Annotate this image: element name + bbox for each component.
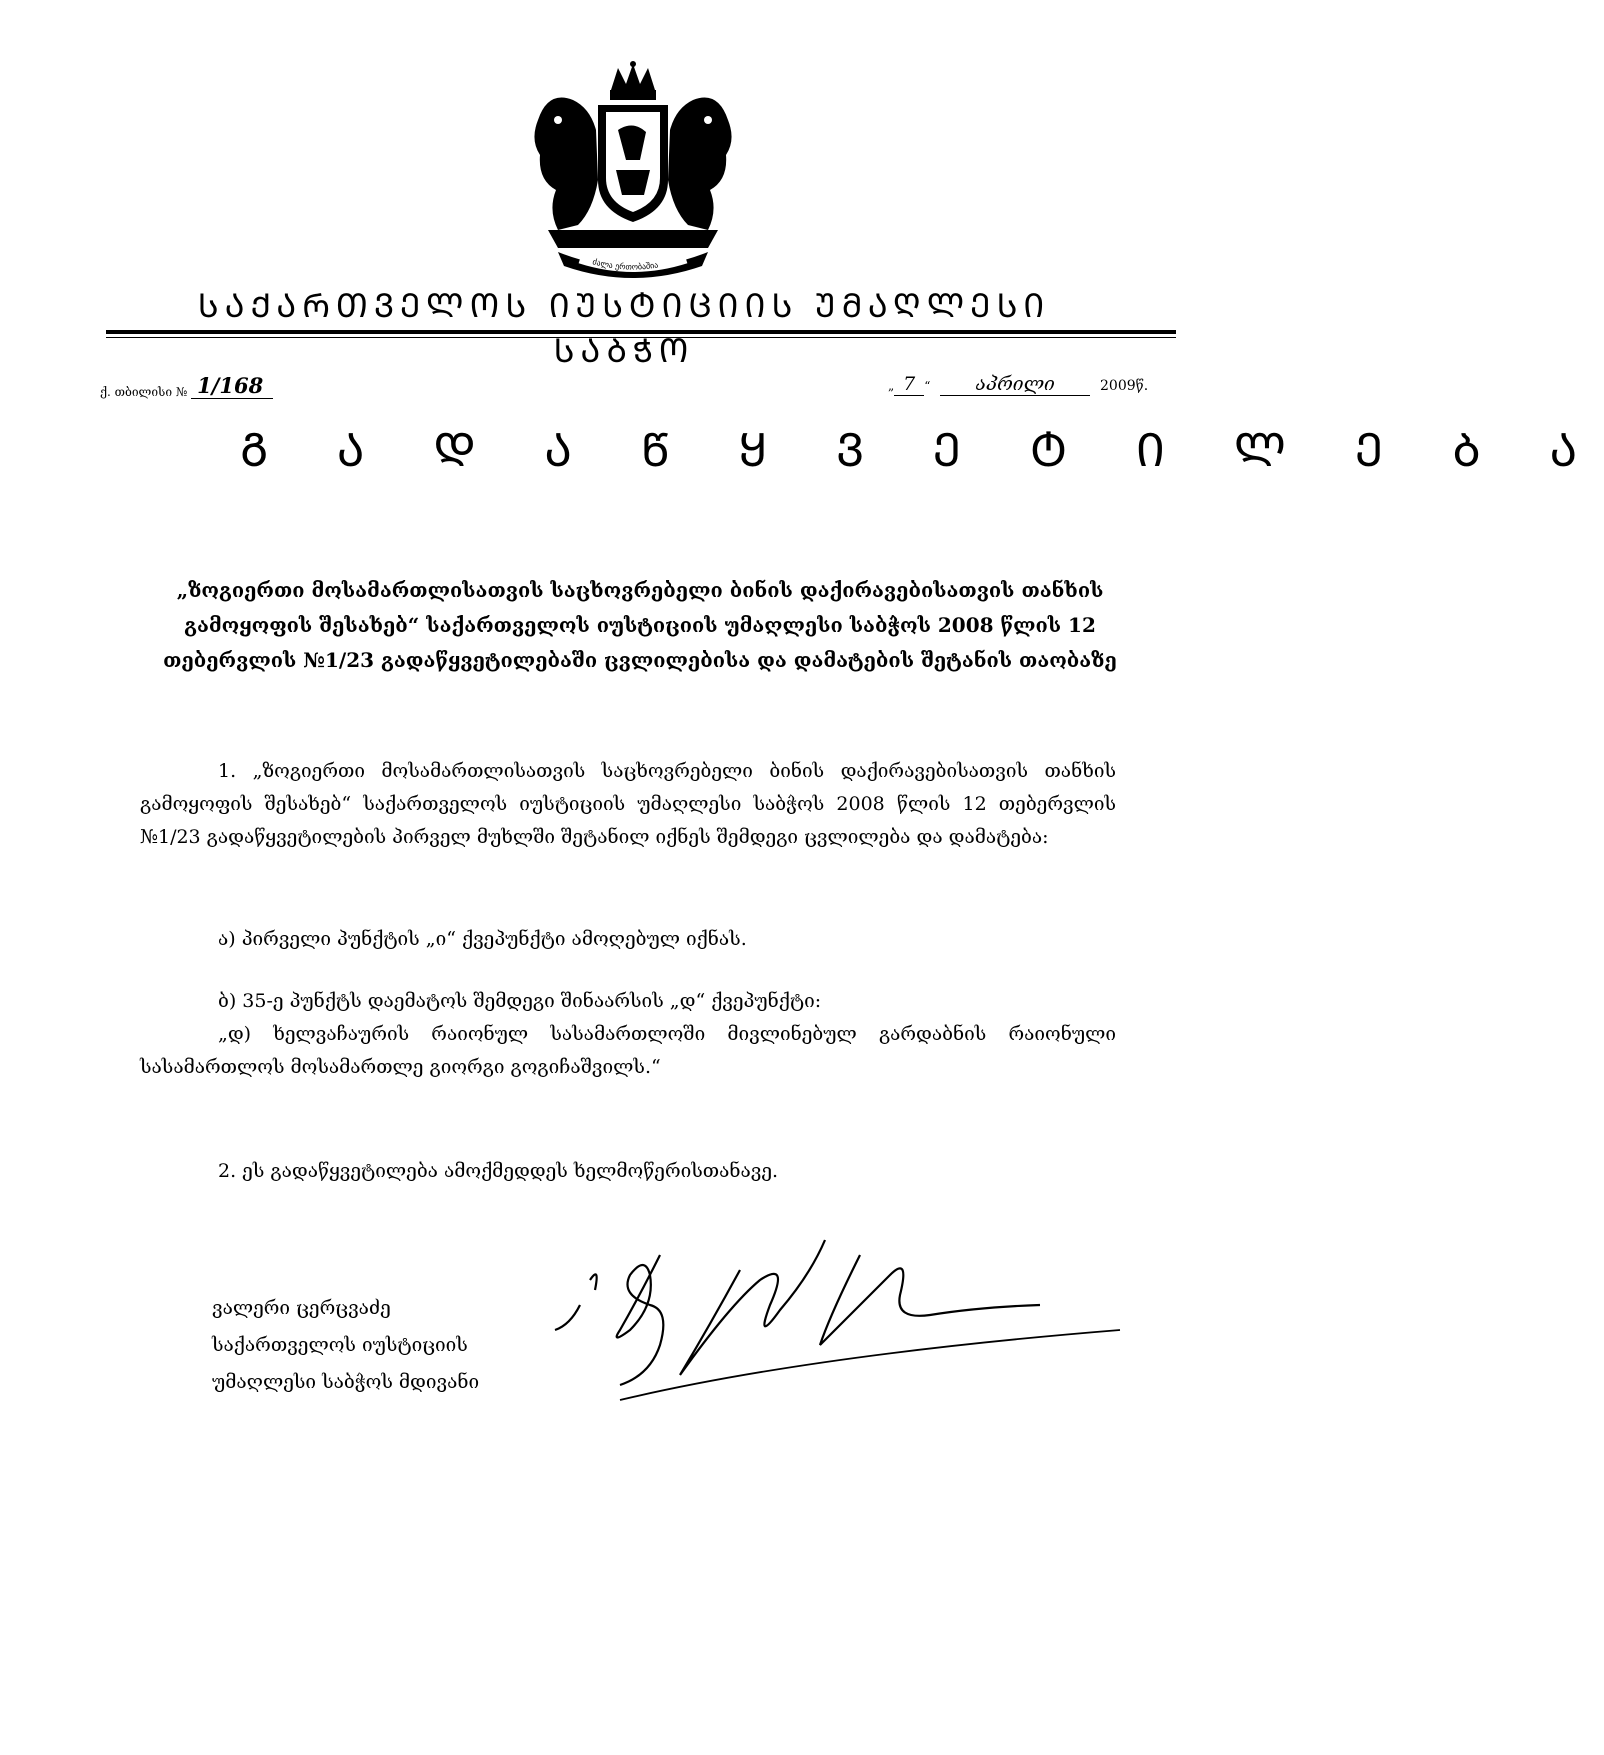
item-a: ა) პირველი პუნქტის „ი“ ქვეპუნქტი ამოღებულ იქნას.: [218, 928, 747, 950]
date-month: აპრილი: [940, 373, 1090, 396]
date-year: 2009წ.: [1100, 378, 1149, 394]
signatory-block: [212, 1290, 479, 1401]
registry-number: 1/168: [191, 373, 273, 399]
header-rule-thin: [106, 337, 1176, 338]
signatory-name: ვალერი ცერცვაძე: [212, 1297, 391, 1319]
date-day: 7: [894, 373, 924, 396]
coat-of-arms-emblem: [518, 60, 748, 282]
item-b-text: „დ) ხელვაჩაურის რაიონულ სასამართლოში მივლინებულ გარდაბნის რაიონული სასამართლოს მოსამართლე გიორგი გოგიჩაშვილს.“: [140, 1023, 1116, 1078]
registry-number-row: [100, 373, 273, 399]
paragraph-2: 2. ეს გადაწყვეტილება ამოქმედდეს ხელმოწერისთანავე.: [218, 1160, 779, 1182]
council-name: ᲡᲐᲥᲐᲠᲗᲕᲔᲚᲝᲡ ᲘᲣᲡᲢᲘᲪᲘᲘᲡ ᲣᲛᲐᲦᲚᲔᲡᲘ ᲡᲐᲑᲭᲝ: [197, 286, 1051, 370]
emblem-motto: ძალა ერთობაშია: [591, 257, 659, 272]
registry-number-label: ქ. თბილისი №: [100, 385, 188, 399]
handwritten-signature: [560, 1235, 1180, 1410]
document-type-heading: Გ Ა Დ Ა Წ Ყ Ვ Ე Ტ Ი Ლ Ე Ბ Ა: [240, 423, 1604, 477]
paragraph-1: 1. „ზოგიერთი მოსამართლისათვის საცხოვრებელი ბინის დაქირავებისათვის თანხის გამოყოფის შესახებ“ საქართველოს იუსტიციის უმაღლესი საბჭოს 2008 წლის 12 თებერვლის №1/23 გადაწყვეტილების პირველ მუხლში შეტანილ იქნეს შემდეგი ცვლილება და დამატება:: [140, 760, 1116, 848]
document-date: „ 7 “ აპრილი 2009წ.: [888, 373, 1149, 395]
document-subject: „ზოგიერთი მოსამართლისათვის საცხოვრებელი ბინის დაქირავებისათვის თანხის გამოყოფის შესახებ“ საქართველოს იუსტიციის უმაღლესი საბჭოს 2008 წლის 12 თებერვლის №1/23 გადაწყვეტილებაში ცვლილებისა და დამატების შეტანის თაობაზე: [163, 578, 1117, 672]
header-rule-thick: [106, 330, 1176, 334]
item-b: ბ) 35-ე პუნქტს დაემატოს შემდეგი შინაარსის „დ“ ქვეპუნქტი:: [218, 990, 822, 1012]
signatory-title-1: საქართველოს იუსტიციის: [212, 1334, 468, 1356]
signatory-title-2: უმაღლესი საბჭოს მდივანი: [212, 1371, 480, 1393]
